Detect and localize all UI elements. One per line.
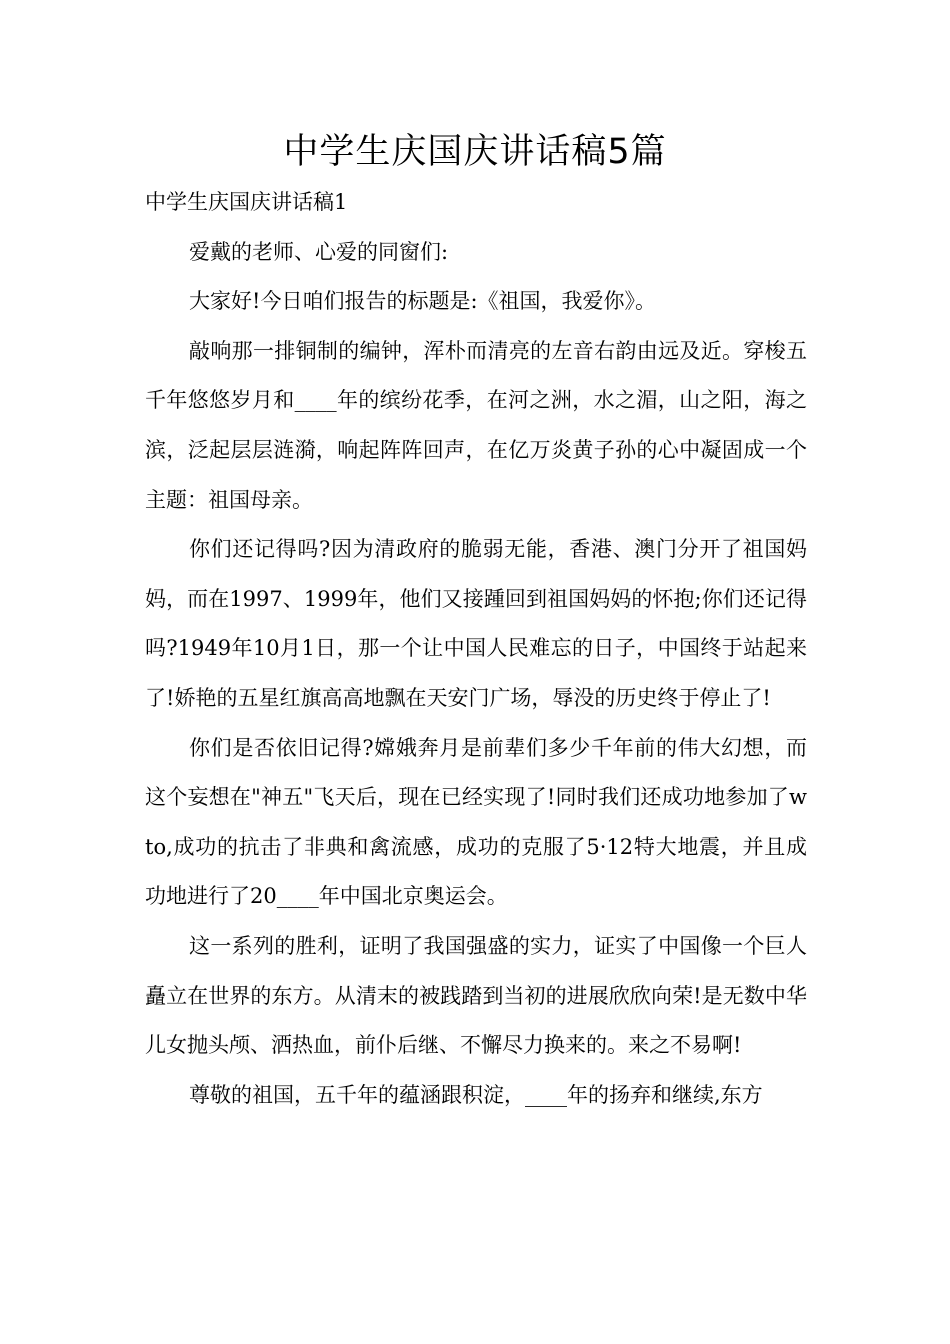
paragraph-intro: 大家好!今日咱们报告的标题是:《祖国，我爱你》。: [189, 289, 657, 314]
paragraph-closing: 尊敬的祖国，五千年的蕴涵跟积淀，____年的扬弃和继续,东方: [189, 1082, 763, 1107]
paragraph-bells: 敲响那一排铜制的编钟，浑朴而清亮的左音右韵由远及近。穿梭五千年悠悠岁月和____年的缤纷花季，在河之洲，水之湄，山之阳，海之滨，泛起层层涟漪，响起阵阵回声，在亿万炎黄子孙的心中凝固成一个主题：祖国母亲。: [145, 338, 807, 512]
paragraph-greeting: 爱戴的老师、心爱的同窗们:: [189, 239, 449, 264]
paragraph-history: 你们还记得吗?因为清政府的脆弱无能，香港、澳门分开了祖国妈妈，而在1997、1999年，他们又接踵回到祖国妈妈的怀抱;你们还记得吗?1949年10月1日，那一个让中国人民难忘的日子，中国终于站起来了!娇艳的五星红旗高高地飘在天安门广场，辱没的历史终于停止了!: [145, 537, 807, 710]
document-title: 中学生庆国庆讲话稿5篇: [283, 132, 667, 172]
document-body: [145, 178, 807, 1120]
paragraph-victories: 这一系列的胜利，证明了我国强盛的实力，证实了中国像一个巨人矗立在世界的东方。从清末的被践踏到当初的进展欣欣向荣!是无数中华儿女抛头颅、洒热血，前仆后继、不懈尽力换来的。来之不易啊!: [145, 933, 807, 1058]
paragraph-achievements: 你们是否依旧记得?嫦娥奔月是前辈们多少千年前的伟大幻想，而这个妄想在"神五"飞天后，现在已经实现了!同时我们还成功地参加了wto,成功的抗击了非典和禽流感，成功的克服了5·12特大地震，并且成功地进行了20____年中国北京奥运会。: [145, 735, 807, 909]
section-heading: 中学生庆国庆讲话稿1: [145, 190, 348, 214]
